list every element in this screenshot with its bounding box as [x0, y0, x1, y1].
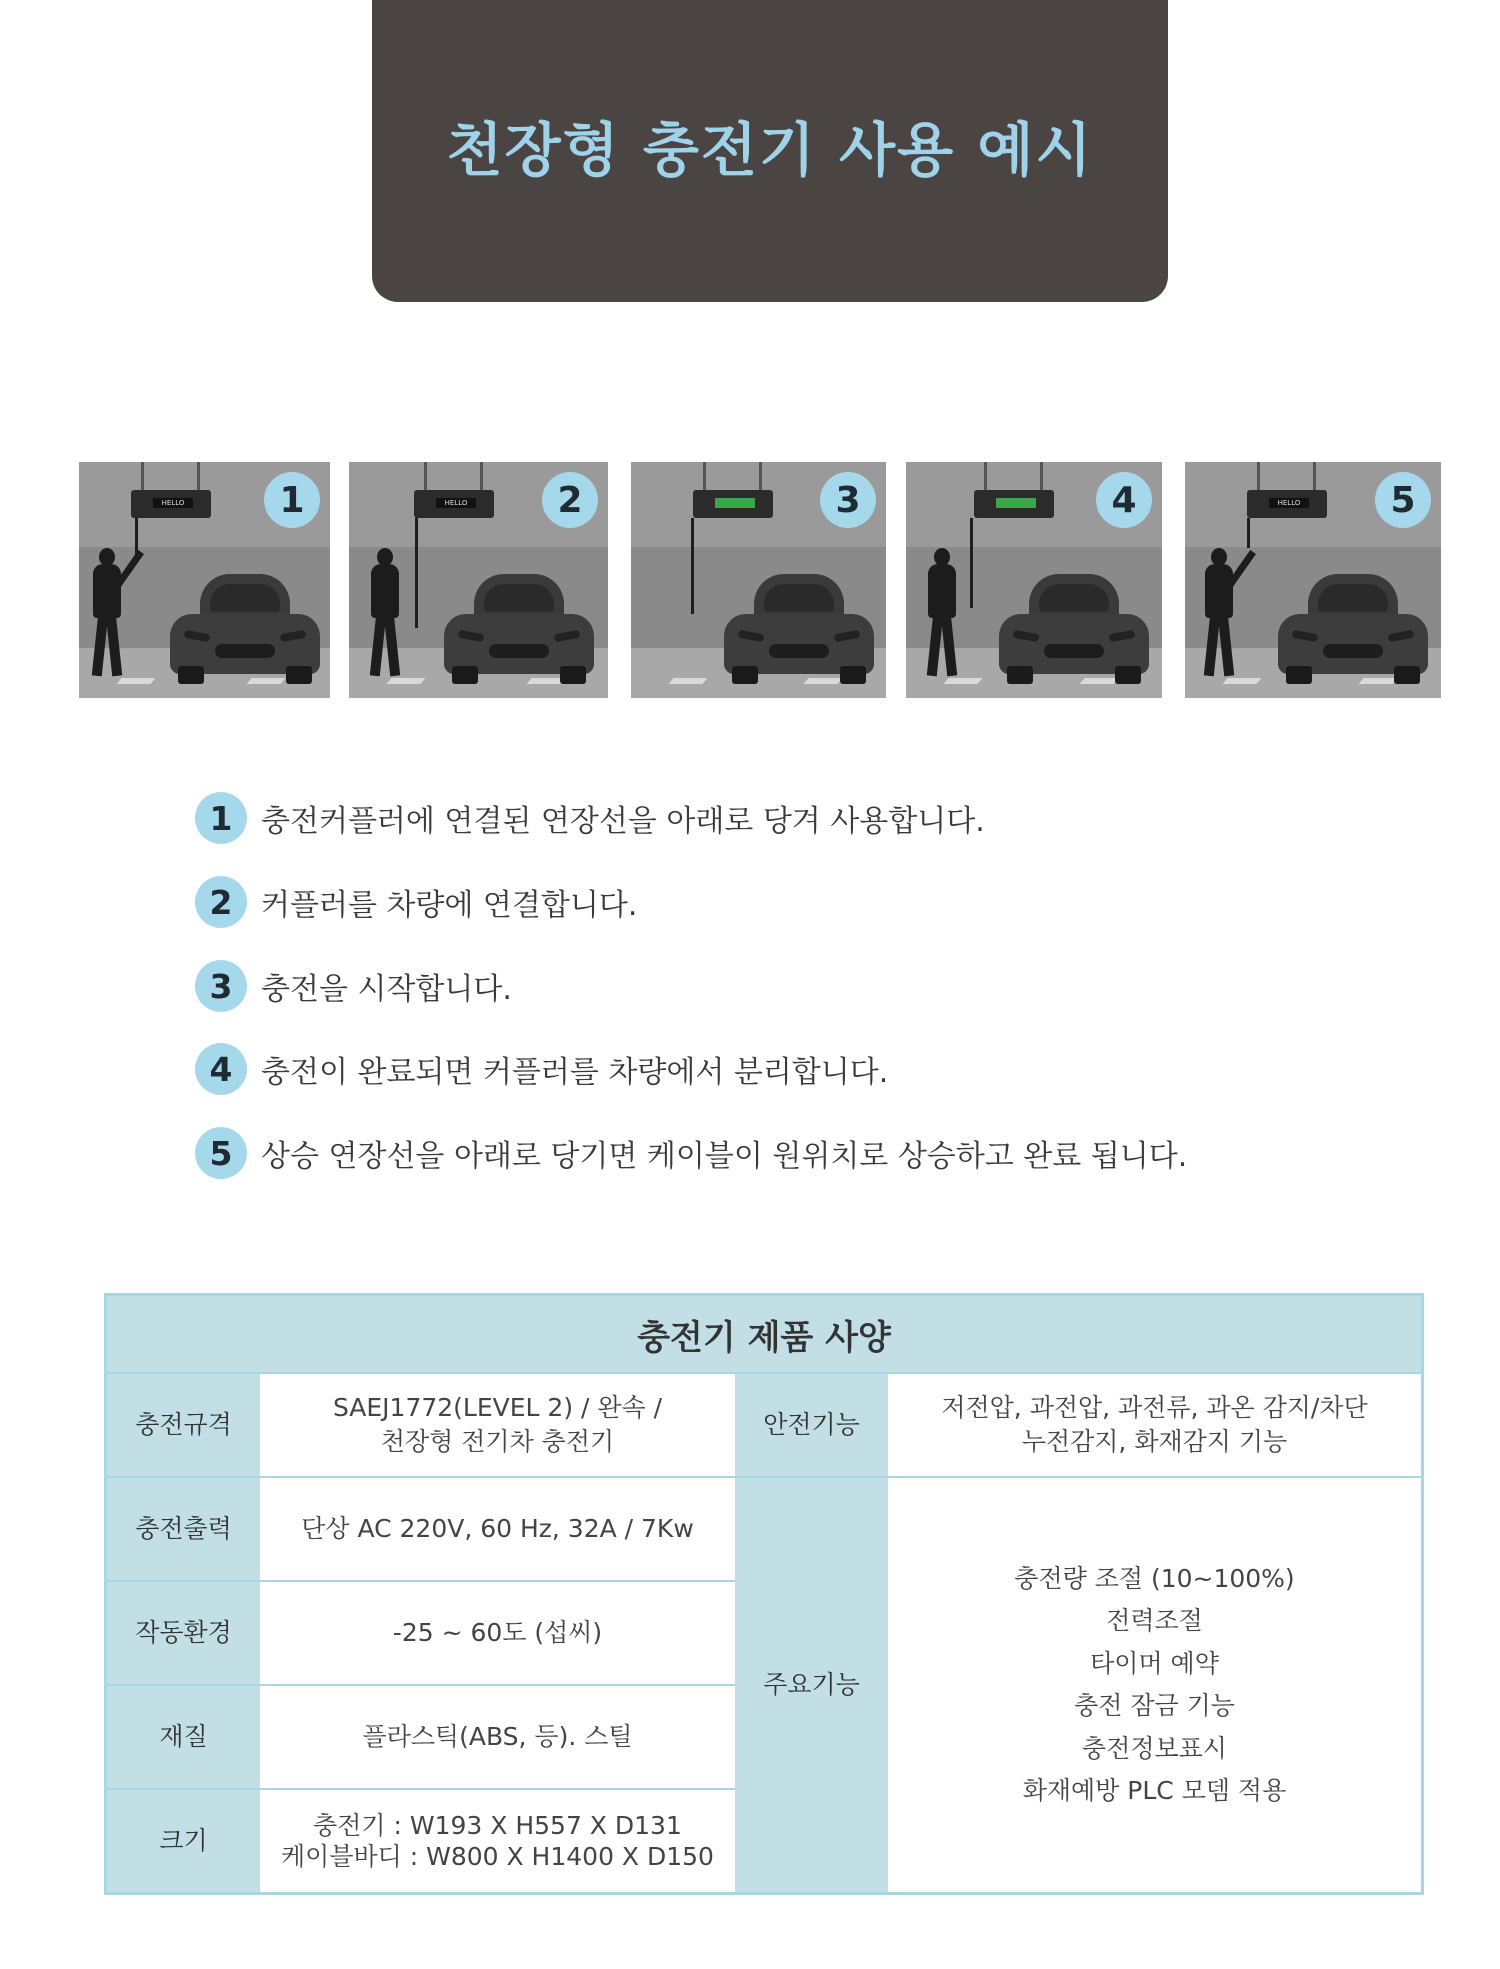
list-item — [195, 958, 512, 1014]
spec-value-environment: -25 ~ 60도 (섭씨) — [392, 1618, 603, 1648]
car-silhouette — [724, 574, 874, 684]
spec-value-standard: SAEJ1772(LEVEL 2) / 완속 / 천장형 전기차 충전기 — [332, 1393, 663, 1456]
spec-value-features: 충전량 조절 (10~100%) 전력조절 타이머 예약 충전 잠금 기능 충전정보표시 화재예방 PLC 모뎀 적용 — [1014, 1563, 1295, 1805]
charger-display: HELLO — [153, 498, 193, 508]
ceiling-charger — [974, 490, 1054, 518]
usage-illustrations — [0, 462, 1500, 698]
step-badge: 5 — [1375, 472, 1431, 528]
spec-label-environment: 작동환경 — [107, 1582, 260, 1684]
usage-frame-5 — [1185, 462, 1441, 698]
car-silhouette — [999, 574, 1149, 684]
step-badge: 4 — [1096, 472, 1152, 528]
step-number: 2 — [195, 876, 247, 928]
step-number: 3 — [195, 960, 247, 1012]
ceiling-charger — [131, 490, 211, 518]
spec-value-material: 플라스틱(ABS, 등). 스틸 — [362, 1722, 633, 1752]
step-badge: 1 — [264, 472, 320, 528]
charger-display: HELLO — [436, 498, 476, 508]
list-item — [195, 874, 637, 930]
spec-label-material: 재질 — [107, 1686, 260, 1788]
step-text: 커플러를 차량에 연결합니다. — [261, 888, 638, 923]
spec-table — [104, 1293, 1424, 1895]
step-number: 5 — [195, 1127, 247, 1179]
spec-label-size: 크기 — [107, 1790, 260, 1892]
person-silhouette — [1199, 548, 1239, 678]
person-silhouette — [922, 548, 962, 678]
spec-table-title: 충전기 제품 사양 — [107, 1296, 1421, 1372]
spec-value-size: 충전기 : W193 X H557 X D131 케이블바디 : W800 X H1400 X D150 — [281, 1810, 714, 1871]
page-title-banner — [372, 0, 1168, 302]
step-text: 충전이 완료되면 커플러를 차량에서 분리합니다. — [261, 1055, 889, 1090]
ceiling-charger — [1247, 490, 1327, 518]
list-item — [195, 790, 985, 846]
step-badge: 2 — [542, 472, 598, 528]
charger-display — [996, 498, 1036, 508]
usage-frame-2 — [349, 462, 608, 698]
spec-label-output: 충전출력 — [107, 1478, 260, 1580]
person-silhouette — [365, 548, 405, 678]
list-item — [195, 1125, 1187, 1181]
usage-frame-3 — [631, 462, 886, 698]
usage-frame-1 — [79, 462, 330, 698]
step-text: 충전커플러에 연결된 연장선을 아래로 당겨 사용합니다. — [261, 804, 985, 839]
step-badge: 3 — [820, 472, 876, 528]
page-title: 천장형 충전기 사용 예시 — [446, 116, 1094, 184]
car-silhouette — [170, 574, 320, 684]
ceiling-charger — [414, 490, 494, 518]
usage-frame-4 — [906, 462, 1162, 698]
list-item — [195, 1041, 888, 1097]
step-number: 1 — [195, 792, 247, 844]
person-silhouette — [87, 548, 127, 678]
spec-label-standard: 충전규격 — [107, 1374, 260, 1476]
spec-label-safety: 안전기능 — [735, 1374, 888, 1476]
car-silhouette — [1278, 574, 1428, 684]
car-silhouette — [444, 574, 594, 684]
ceiling-charger — [693, 490, 773, 518]
step-text: 상승 연장선을 아래로 당기면 케이블이 원위치로 상승하고 완료 됩니다. — [261, 1139, 1188, 1174]
charger-display — [715, 498, 755, 508]
step-number: 4 — [195, 1043, 247, 1095]
spec-value-output: 단상 AC 220V, 60 Hz, 32A / 7Kw — [301, 1514, 694, 1544]
spec-label-features: 주요기능 — [735, 1478, 888, 1892]
step-text: 충전을 시작합니다. — [261, 972, 512, 1007]
spec-value-safety: 저전압, 과전압, 과전류, 과온 감지/차단 누전감지, 화재감지 기능 — [941, 1393, 1368, 1456]
charger-display: HELLO — [1269, 498, 1309, 508]
